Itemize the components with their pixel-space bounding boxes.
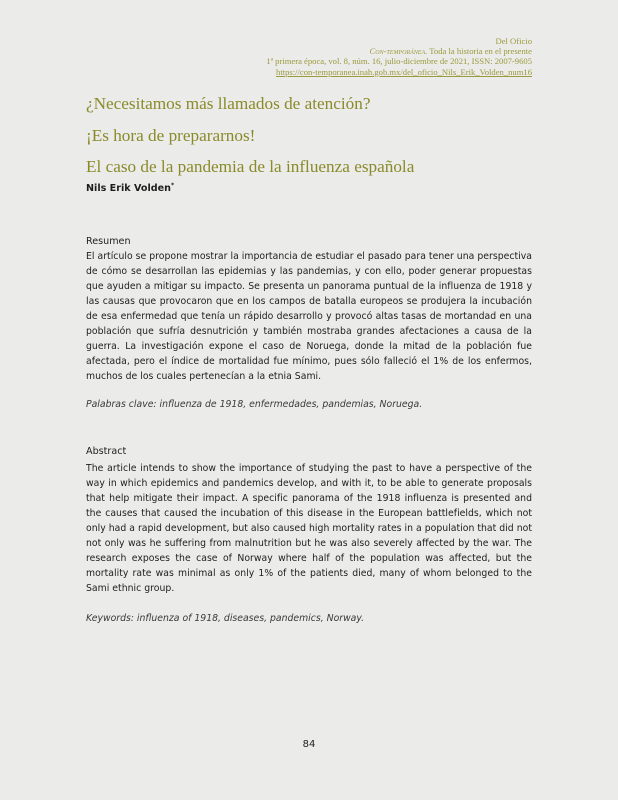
journal-subtitle: . Toda la historia en el presente xyxy=(425,46,532,57)
article-title xyxy=(86,94,546,189)
resumen-keywords: Palabras clave: influenza de 1918, enfermedades, pandemias, Noruega. xyxy=(86,399,423,410)
header-section: Del Oficio xyxy=(495,36,532,46)
abstract-paragraph: The article intends to show the importance of studying the past to have a perspective of the way in which epidemics and pandemics develop, and with it, to be able to generate proposals that help mitigate their impact. A specific panorama of the 1918 influenza is presented and the causes that caused the incubation of this disease in the European battlefields, which not only had a rapid development, but also caused high mortality rates in a population that did not not only was he suffering from malnutrition but he was also severely affected by the war. The research exposes the case of Norway where half of the population was affected, but the mortality rate was minimal as only 1% of the patients died, many of whom belonged to the Sami ethnic group. xyxy=(86,463,532,594)
author-name-text: Nils Erik Volden xyxy=(86,183,171,195)
title-line-1: ¿Necesitamos más llamados de atención? xyxy=(86,94,371,113)
author-footnote-marker[interactable]: * xyxy=(170,182,175,189)
author-name xyxy=(86,182,174,194)
header-issue: 1ª primera época, vol. 8, núm. 16, julio-diciembre de 2021, ISSN: 2007-9605 xyxy=(266,56,532,67)
running-header xyxy=(266,36,532,77)
header-url-link[interactable]: https://con-temporanea.inah.gob.mx/del_oficio_Nils_Erik_Volden_num16 xyxy=(276,66,532,77)
abstract-heading: Abstract xyxy=(86,446,127,457)
abstract-keywords: Keywords: influenza of 1918, diseases, pandemics, Norway. xyxy=(86,613,365,624)
header-journal xyxy=(266,46,532,56)
resumen-paragraph: El artículo se propone mostrar la importancia de estudiar el pasado para tener una perspectiva de cómo se desarrollan las epidemias y las pandemias, y con ello, poder generar propuestas que ayuden a mitigar su impacto. Se presenta un panorama puntual de la influenza de 1918 y las causas que provocaron que en los campos de batalla europeos se produjera la incubación de esa enfermedad que tenía un rápido desarrollo y provocó altas tasas de mortandad en una población que sufría desnutrición y también mostraba grandes afectaciones a causa de la guerra. La investigación expone el caso de Noruega, donde la mitad de la población fue afectada, pero el índice de mortalidad fue mínimo, pues sólo falleció el 1% de los enfermos, muchos de los cuales pertenecían a la etnia Sami. xyxy=(86,251,532,382)
resumen-heading: Resumen xyxy=(86,236,131,247)
title-line-2: ¡Es hora de prepararnos! xyxy=(86,125,256,145)
title-line-3: El caso de la pandemia de la influenza española xyxy=(86,157,415,176)
journal-name: Con-temporánea xyxy=(369,46,426,57)
page-number: 84 xyxy=(302,739,316,750)
